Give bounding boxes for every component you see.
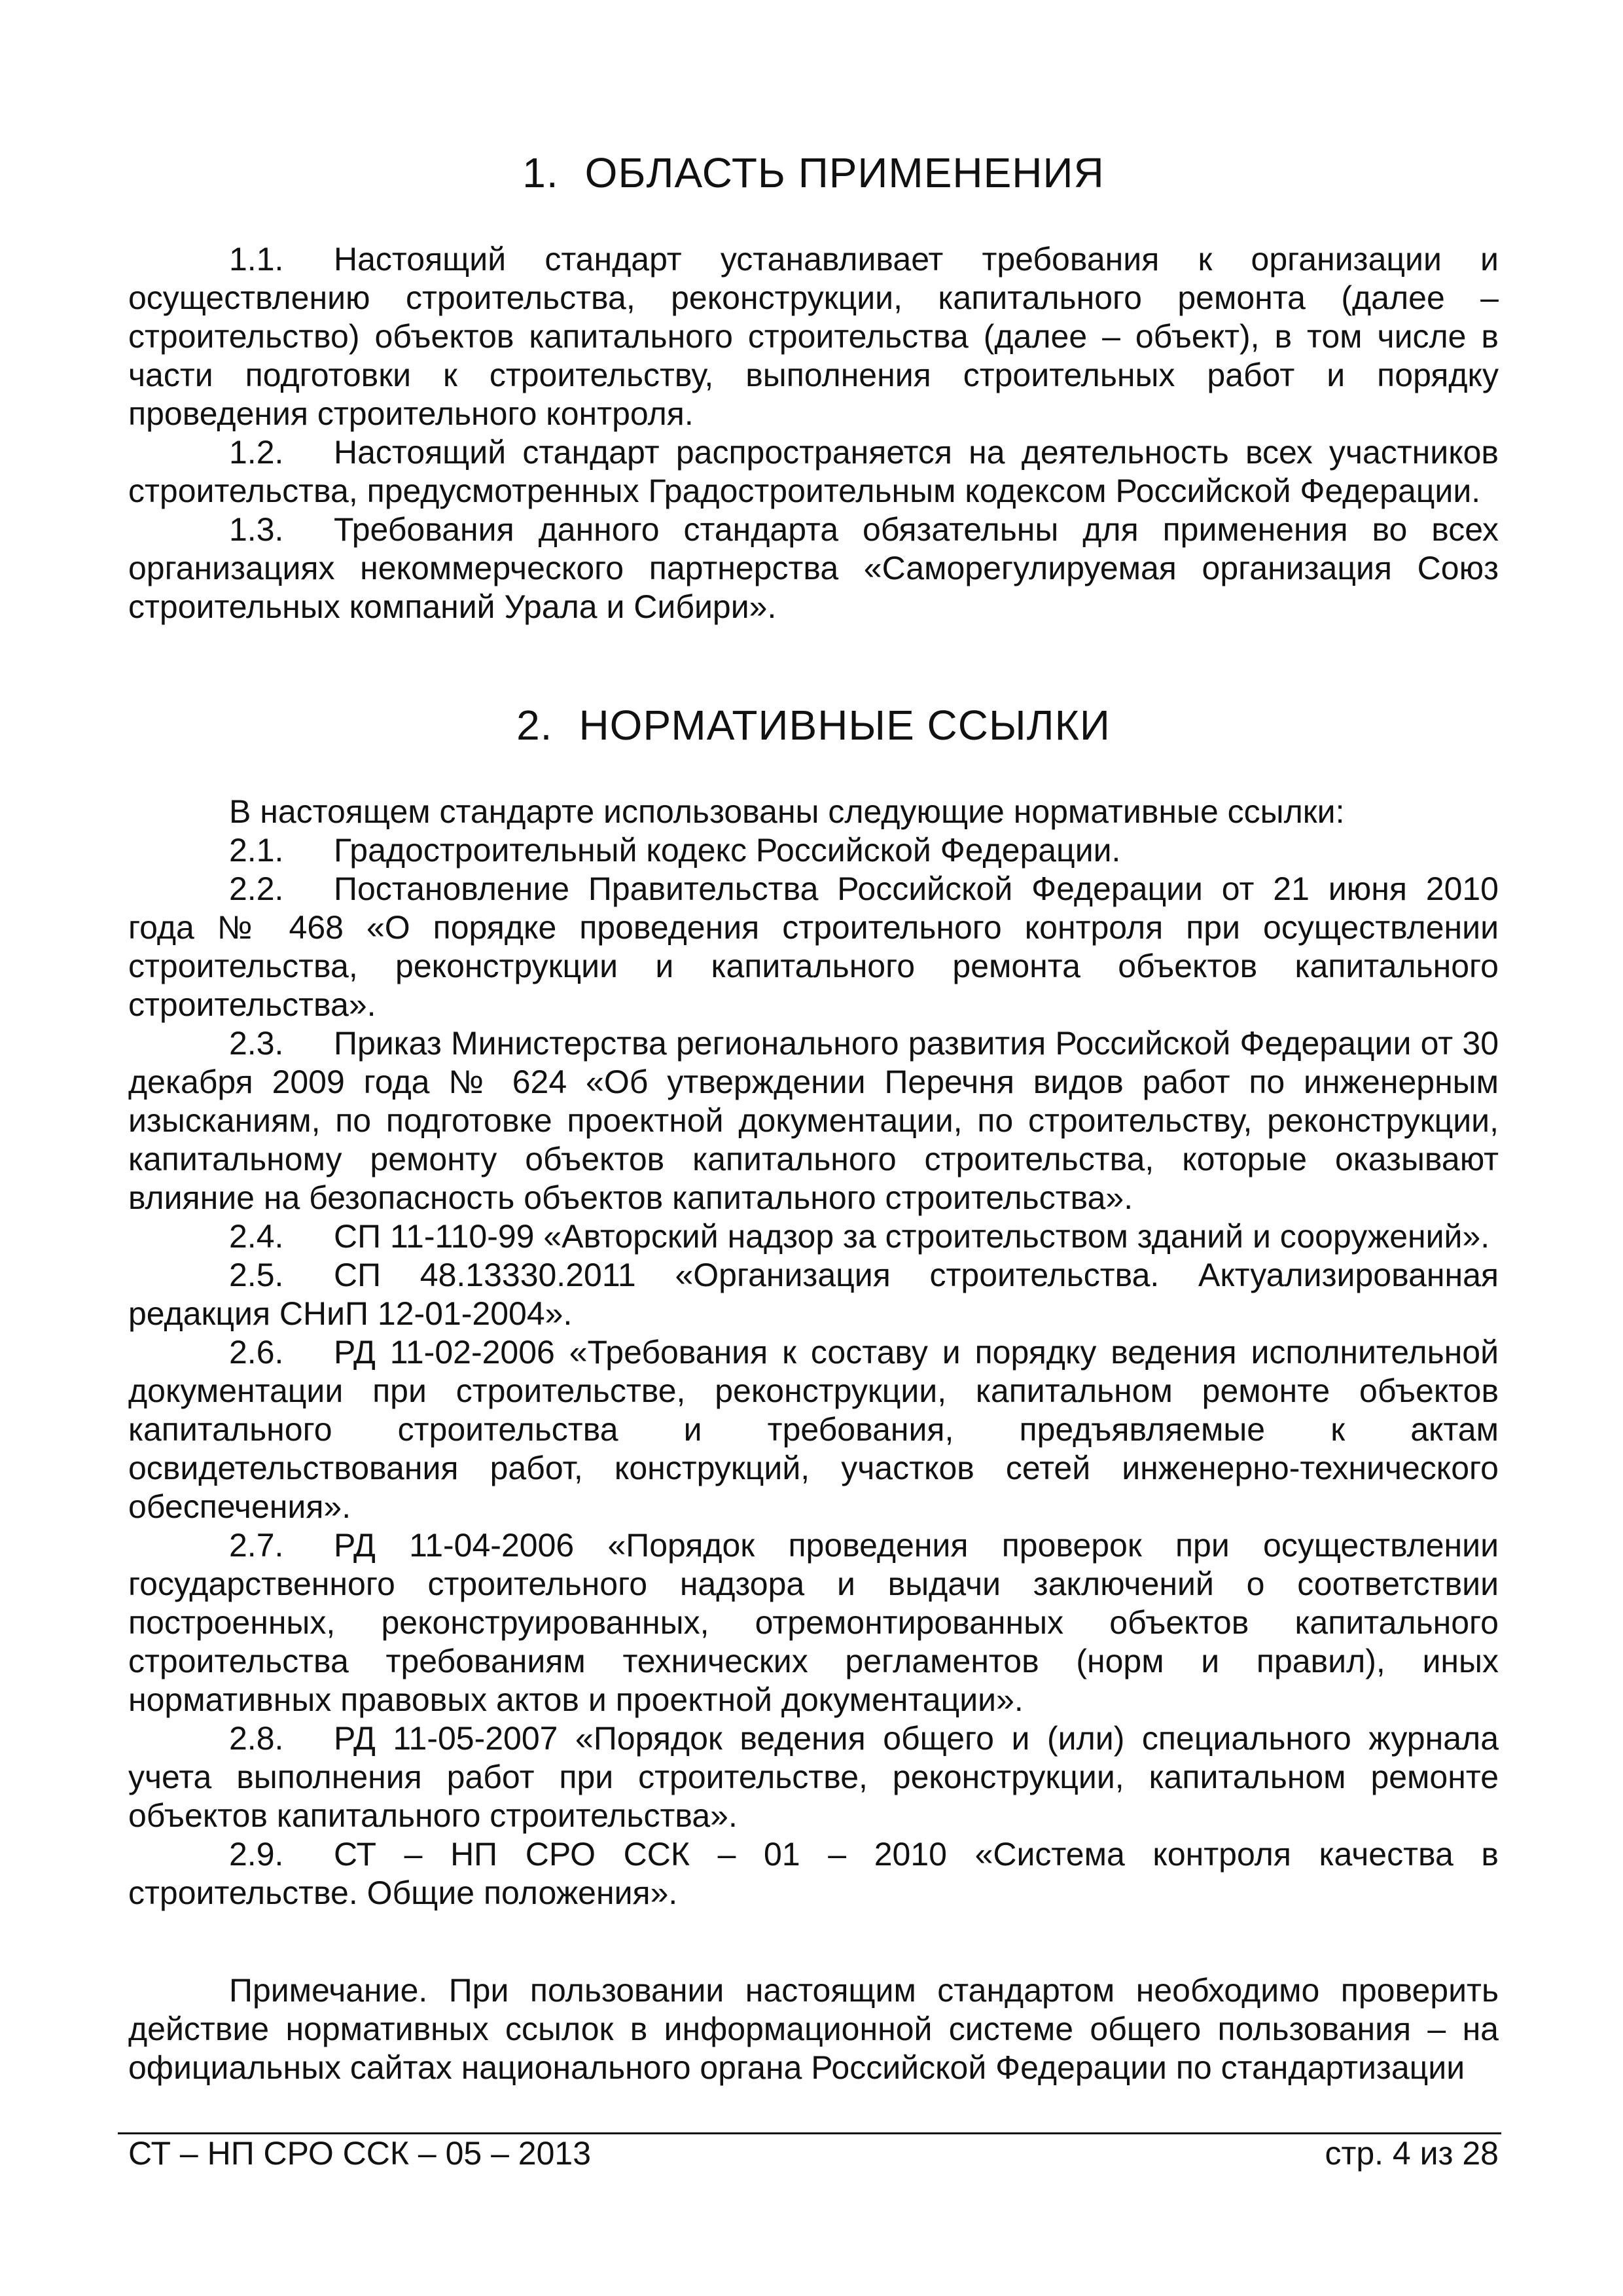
clause-number: 1.1. bbox=[229, 241, 284, 278]
reference-number: 2.2. bbox=[229, 870, 284, 907]
reference-2-6 bbox=[128, 1333, 1499, 1526]
clause-text: Настоящий стандарт устанавливает требования к организации и осуществлению строительства, реконструкции, капитального ремонта (далее – строительство) объектов капитального строительства (далее – объект), в том числе в части подготовки к строительству, выполнения строительных работ и порядку проведения строительного контроля. bbox=[128, 241, 1499, 432]
page-content bbox=[128, 147, 1499, 2087]
reference-text: СП 11-110-99 «Авторский надзор за строительством зданий и сооружений». bbox=[334, 1218, 1490, 1255]
section-2-title: НОРМАТИВНЫЕ ССЫЛКИ bbox=[579, 702, 1111, 749]
clause-text: Требования данного стандарта обязательны для применения во всех организациях некоммерческого партнерства «Саморегулируемая организация Союз строительных компаний Урала и Сибири». bbox=[128, 511, 1499, 625]
clause-1-3 bbox=[128, 511, 1499, 626]
reference-text: Градостроительный кодекс Российской Федерации. bbox=[334, 832, 1121, 869]
reference-2-8 bbox=[128, 1719, 1499, 1835]
reference-text: СП 48.13330.2011 «Организация строительства. Актуализированная редакция СНиП 12-01-2004». bbox=[128, 1257, 1499, 1332]
reference-2-1 bbox=[128, 831, 1499, 870]
reference-2-4 bbox=[128, 1217, 1499, 1256]
reference-number: 2.8. bbox=[229, 1720, 284, 1757]
reference-number: 2.7. bbox=[229, 1527, 284, 1564]
reference-2-5 bbox=[128, 1256, 1499, 1333]
reference-number: 2.9. bbox=[229, 1836, 284, 1873]
reference-2-3 bbox=[128, 1024, 1499, 1217]
clause-1-2 bbox=[128, 433, 1499, 511]
reference-2-9 bbox=[128, 1835, 1499, 1912]
document-code: СТ – НП СРО ССК – 05 – 2013 bbox=[128, 2135, 592, 2172]
reference-text: СТ – НП СРО ССК – 01 – 2010 «Система контроля качества в строительстве. Общие положения». bbox=[128, 1836, 1499, 1911]
section-1-number: 1. bbox=[522, 149, 559, 196]
reference-2-7 bbox=[128, 1526, 1499, 1719]
reference-text: РД 11-05-2007 «Порядок ведения общего и (или) специального журнала учета выполнения работ при строительстве, реконструкции, капитальном ремонте объектов капитального строительства». bbox=[128, 1720, 1499, 1834]
reference-number: 2.6. bbox=[229, 1334, 284, 1371]
section-2-intro: В настоящем стандарте использованы следующие нормативные ссылки: bbox=[229, 793, 1345, 830]
reference-number: 2.4. bbox=[229, 1218, 284, 1255]
clause-1-1 bbox=[128, 240, 1499, 433]
reference-2-2 bbox=[128, 870, 1499, 1024]
reference-number: 2.3. bbox=[229, 1025, 284, 1062]
clause-number: 1.3. bbox=[229, 511, 284, 548]
page-footer bbox=[128, 2134, 1499, 2173]
reference-text: Приказ Министерства регионального развития Российской Федерации от 30 декабря 2009 года № 624 «Об утверждении Перечня видов работ по инженерным изысканиям, по подготовке проектной документации, по строительству, реконструкции, капитальному ремонту объектов капитального строительства, которые оказывают влияние на безопасность объектов капитального строительства». bbox=[128, 1025, 1499, 1216]
reference-text: РД 11-04-2006 «Порядок проведения проверок при осуществлении государственного строительного надзора и выдачи заключений о соответствии построенных, реконструированных, отремонтированных объектов капитального строительства требованиям технических регламентов (норм и правил), иных нормативных правовых актов и проектной документации». bbox=[128, 1527, 1499, 1718]
reference-text: РД 11-02-2006 «Требования к составу и порядку ведения исполнительной документации при строительстве, реконструкции, капитальном ремонте объектов капитального строительства и требования, предъявляемые к актам освидетельствования работ, конструкций, участков сетей инженерно-технического обеспечения». bbox=[128, 1334, 1499, 1525]
reference-number: 2.5. bbox=[229, 1257, 284, 1293]
reference-number: 2.1. bbox=[229, 832, 284, 869]
clause-number: 1.2. bbox=[229, 434, 284, 471]
page-number: стр. 4 из 28 bbox=[1325, 2135, 1499, 2172]
section-2-number: 2. bbox=[516, 702, 553, 749]
note-paragraph: Примечание. При пользовании настоящим стандартом необходимо проверить действие нормативных ссылок в информационной системе общего пользования – на официальных сайтах национального органа Российской Федерации по стандартизации bbox=[128, 1972, 1499, 2086]
section-2-heading bbox=[128, 700, 1499, 751]
reference-text: Постановление Правительства Российской Федерации от 21 июня 2010 года № 468 «О порядке проведения строительного контроля при осуществлении строительства, реконструкции и капитального ремонта объектов капитального строительства». bbox=[128, 870, 1499, 1023]
section-1-heading bbox=[128, 147, 1499, 198]
section-1-title: ОБЛАСТЬ ПРИМЕНЕНИЯ bbox=[584, 149, 1105, 196]
clause-text: Настоящий стандарт распространяется на деятельность всех участников строительства, предусмотренных Градостроительным кодексом Российской Федерации. bbox=[128, 434, 1499, 509]
